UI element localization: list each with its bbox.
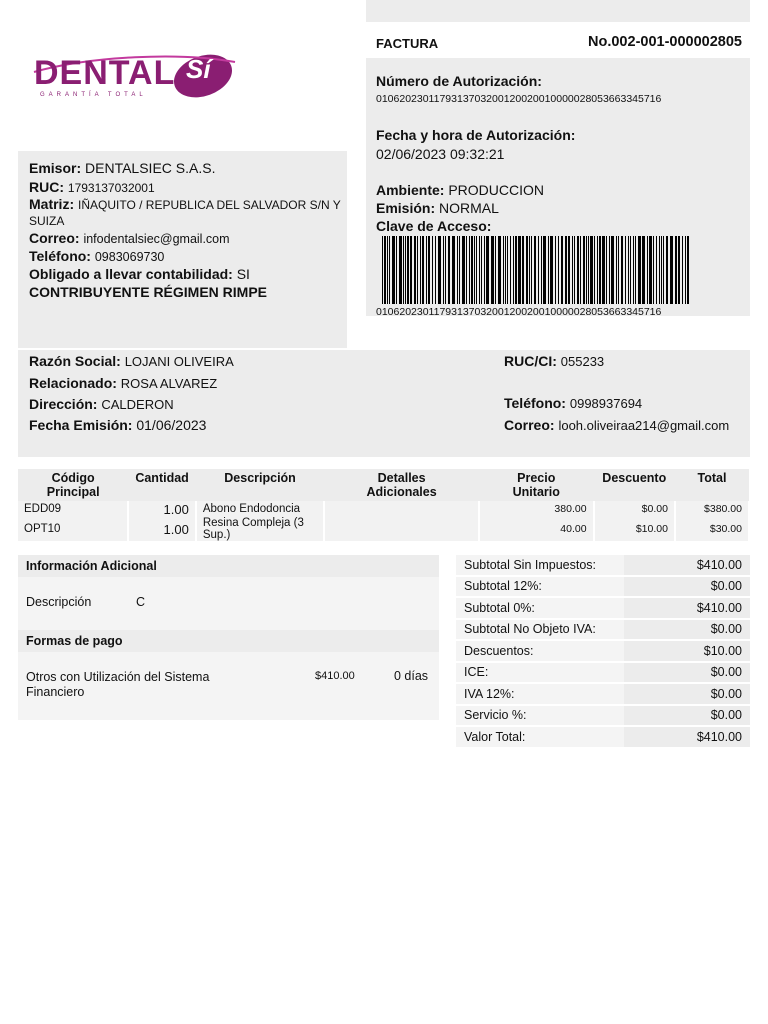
- barcode-bar: [426, 236, 427, 304]
- matriz-value: IÑAQUITO / REPUBLICA DEL SALVADOR S/N Y SUIZA: [29, 198, 341, 228]
- row-qty: 1.00: [128, 501, 196, 517]
- logo-tagline: GARANTÍA TOTAL: [40, 92, 147, 98]
- barcode-bar: [661, 236, 662, 304]
- emission-label: Emisión:: [376, 200, 436, 216]
- client-ruc-value: 055233: [560, 354, 605, 369]
- row-discount: $10.00: [594, 517, 675, 541]
- barcode-bar: [675, 236, 677, 304]
- barcode-bar: [561, 236, 563, 304]
- barcode-bar: [518, 236, 521, 304]
- barcode-bar: [649, 236, 652, 304]
- client-ruc: [504, 353, 604, 369]
- barcode-bar: [476, 236, 477, 304]
- barcode-bar: [399, 236, 402, 304]
- barcode-bar: [609, 236, 610, 304]
- barcode-bar: [642, 236, 645, 304]
- barcode-bar: [647, 236, 648, 304]
- totals-label: IVA 12%:: [456, 683, 624, 705]
- issuer-email-value: infodentalsiec@gmail.com: [83, 232, 230, 246]
- totals-label: Subtotal No Objeto IVA:: [456, 619, 624, 641]
- issue-date: [29, 417, 206, 433]
- barcode-bar: [597, 236, 598, 304]
- totals-table: [456, 555, 750, 749]
- barcode-bar: [606, 236, 607, 304]
- table-row: [18, 501, 749, 517]
- client-email-label: Correo:: [504, 417, 555, 433]
- barcode-bar: [577, 236, 579, 304]
- barcode-bar: [618, 236, 619, 304]
- logo-mark: Sí: [186, 54, 211, 84]
- invoice-number: No.002-001-000002805: [588, 34, 742, 50]
- barcode-bar: [443, 236, 444, 304]
- barcode-bar: [526, 236, 528, 304]
- emisor-label: Emisor:: [29, 160, 82, 176]
- barcode-bar: [611, 236, 614, 304]
- barcode-bar: [422, 236, 424, 304]
- table-row: [18, 517, 749, 541]
- col-qty: Cantidad: [135, 471, 189, 485]
- barcode-bar: [685, 236, 686, 304]
- matriz: [29, 197, 341, 229]
- barcode-bar: [471, 236, 473, 304]
- col-total: Total: [697, 471, 727, 485]
- additional-info-title: Información Adicional: [18, 555, 439, 577]
- barcode-bar: [568, 236, 570, 304]
- barcode-bar: [656, 236, 657, 304]
- barcode-bar: [531, 236, 532, 304]
- barcode-bar: [572, 236, 573, 304]
- barcode-bar: [586, 236, 587, 304]
- client-address: [29, 396, 174, 412]
- totals-row: [456, 705, 750, 727]
- barcode-bar: [448, 236, 450, 304]
- barcode-bar: [403, 236, 404, 304]
- totals-label: Descuentos:: [456, 640, 624, 662]
- totals-value: $0.00: [624, 683, 750, 705]
- barcode-bar: [602, 236, 605, 304]
- accounting-value: SI: [236, 266, 250, 282]
- client-phone: [504, 395, 642, 411]
- payment-amount: $410.00: [315, 670, 355, 682]
- row-details: [324, 501, 479, 517]
- barcode-bar: [653, 236, 654, 304]
- client-related-label: Relacionado:: [29, 375, 117, 391]
- client-phone-value: 0998937694: [569, 396, 643, 411]
- totals-row: [456, 576, 750, 598]
- row-code: EDD09: [18, 501, 128, 517]
- barcode-bar: [491, 236, 494, 304]
- issuer-ruc: [29, 179, 155, 195]
- barcode-bar: [565, 236, 567, 304]
- issuer-phone-value: 0983069730: [94, 250, 165, 264]
- description-value: C: [136, 595, 146, 609]
- totals-row: [456, 555, 750, 576]
- auth-datetime-label: Fecha y hora de Autorización:: [376, 127, 576, 143]
- barcode-bar: [635, 236, 636, 304]
- barcode-bar: [387, 236, 388, 304]
- totals-label: Servicio %:: [456, 705, 624, 727]
- barcode-bar: [484, 236, 485, 304]
- barcode-bar: [452, 236, 455, 304]
- logo-brand: DENTAL: [34, 54, 176, 92]
- totals-row: [456, 597, 750, 619]
- barcode-bar: [633, 236, 634, 304]
- issuer-ruc-label: RUC:: [29, 179, 64, 195]
- issuer-panel: [18, 151, 347, 348]
- totals-value: $0.00: [624, 662, 750, 684]
- barcode-bar: [481, 236, 482, 304]
- barcode-bar: [428, 236, 430, 304]
- client-phone-label: Teléfono:: [504, 395, 566, 411]
- client-panel: [18, 350, 750, 457]
- col-discount: Descuento: [602, 471, 667, 485]
- matriz-label: Matriz:: [29, 196, 75, 212]
- barcode-bar: [503, 236, 504, 304]
- barcode-bar: [495, 236, 496, 304]
- row-unit: 380.00: [479, 501, 594, 517]
- barcode-bar: [469, 236, 470, 304]
- issuer-ruc-value: 1793137032001: [67, 181, 155, 195]
- row-desc: Abono Endodoncia: [196, 501, 324, 517]
- barcode-bar: [515, 236, 517, 304]
- client-related-value: ROSA ALVAREZ: [120, 376, 218, 391]
- payment-term: 0 días: [394, 669, 429, 683]
- barcode-bar: [392, 236, 395, 304]
- totals-row: [456, 662, 750, 684]
- issue-date-label: Fecha Emisión:: [29, 417, 133, 433]
- totals-value: $0.00: [624, 619, 750, 641]
- environment: [376, 182, 544, 198]
- issuer-email: [29, 230, 230, 246]
- barcode-bar: [534, 236, 536, 304]
- auth-label: Número de Autorización:: [376, 73, 542, 89]
- client-related: [29, 375, 217, 391]
- access-key-number: 0106202301179313703200120020010000028053663345716: [376, 306, 662, 318]
- accounting-label: Obligado a llevar contabilidad:: [29, 266, 233, 282]
- barcode-bar: [670, 236, 673, 304]
- col-unit: Precio Unitario: [512, 471, 560, 499]
- barcode-bar: [486, 236, 489, 304]
- client-name-label: Razón Social:: [29, 353, 121, 369]
- auth-datetime: 02/06/2023 09:32:21: [376, 146, 505, 162]
- totals-label: Subtotal 12%:: [456, 576, 624, 598]
- barcode-bar: [663, 236, 664, 304]
- barcode-bar: [543, 236, 546, 304]
- issuer-phone-label: Teléfono:: [29, 248, 91, 264]
- client-ruc-label: RUC/CI:: [504, 353, 557, 369]
- totals-label: Valor Total:: [456, 726, 624, 748]
- barcode-bar: [462, 236, 465, 304]
- company-logo: [30, 48, 240, 108]
- barcode-bar: [590, 236, 593, 304]
- additional-info-panel: [18, 555, 439, 720]
- client-address-label: Dirección:: [29, 396, 98, 412]
- barcode-bar: [558, 236, 559, 304]
- barcode: [380, 236, 694, 304]
- totals-label: Subtotal Sin Impuestos:: [456, 555, 624, 576]
- invoice-type: FACTURA: [376, 36, 439, 51]
- col-details: Detalles Adicionales: [366, 471, 437, 499]
- emission-value: NORMAL: [439, 200, 499, 216]
- barcode-bar: [628, 236, 629, 304]
- barcode-bar: [457, 236, 458, 304]
- barcode-bar: [417, 236, 418, 304]
- row-code: OPT10: [18, 517, 128, 541]
- barcode-bar: [435, 236, 436, 304]
- col-desc: Descripción: [224, 471, 296, 485]
- totals-value: $410.00: [624, 726, 750, 748]
- barcode-bar: [414, 236, 416, 304]
- tax-regime: CONTRIBUYENTE RÉGIMEN RIMPE: [29, 284, 268, 300]
- barcode-bar: [513, 236, 514, 304]
- barcode-bar: [541, 236, 542, 304]
- emission: [376, 200, 499, 216]
- totals-value: $0.00: [624, 705, 750, 727]
- barcode-bar: [666, 236, 668, 304]
- row-total: $380.00: [675, 501, 749, 517]
- row-unit: 40.00: [479, 517, 594, 541]
- barcode-bar: [459, 236, 460, 304]
- barcode-bar: [445, 236, 446, 304]
- barcode-bar: [384, 236, 386, 304]
- barcode-bar: [389, 236, 390, 304]
- client-name: [29, 353, 234, 369]
- barcode-bar: [498, 236, 501, 304]
- totals-value: $0.00: [624, 576, 750, 598]
- barcode-bar: [420, 236, 421, 304]
- barcode-bar: [507, 236, 508, 304]
- barcode-bar: [555, 236, 556, 304]
- client-address-value: CALDERON: [101, 397, 174, 412]
- totals-row: [456, 619, 750, 641]
- items-table: [18, 469, 750, 541]
- payment-method: Otros con Utilización del Sistema Financiero: [26, 670, 210, 699]
- barcode-bar: [505, 236, 506, 304]
- barcode-bar: [594, 236, 595, 304]
- barcode-bar: [407, 236, 409, 304]
- client-email: [504, 417, 729, 433]
- barcode-bar: [538, 236, 539, 304]
- invoice-top-bar: [366, 0, 750, 22]
- row-desc: Resina Compleja (3 Sup.): [196, 517, 324, 541]
- totals-value: $410.00: [624, 555, 750, 576]
- payment-methods-title: Formas de pago: [18, 630, 439, 652]
- barcode-bar: [682, 236, 683, 304]
- row-details: [324, 517, 479, 541]
- barcode-bar: [432, 236, 433, 304]
- barcode-bar: [410, 236, 412, 304]
- totals-row: [456, 726, 750, 748]
- barcode-bar: [438, 236, 441, 304]
- barcode-bar: [588, 236, 589, 304]
- barcode-bar: [529, 236, 530, 304]
- barcode-bar: [621, 236, 623, 304]
- issuer-phone: [29, 248, 164, 264]
- environment-value: PRODUCCION: [448, 182, 545, 198]
- client-name-value: LOJANI OLIVEIRA: [124, 354, 234, 369]
- col-code: Código Principal: [46, 471, 100, 499]
- barcode-bar: [580, 236, 581, 304]
- emisor: [29, 160, 215, 176]
- barcode-bar: [548, 236, 549, 304]
- barcode-bar: [630, 236, 631, 304]
- description-label: Descripción: [26, 595, 92, 609]
- row-total: $30.00: [675, 517, 749, 541]
- row-discount: $0.00: [594, 501, 675, 517]
- barcode-bar: [522, 236, 524, 304]
- totals-label: ICE:: [456, 662, 624, 684]
- row-qty: 1.00: [128, 517, 196, 541]
- barcode-bar: [599, 236, 601, 304]
- barcode-bar: [466, 236, 467, 304]
- totals-value: $10.00: [624, 640, 750, 662]
- barcode-bar: [479, 236, 480, 304]
- authorization-panel: [366, 58, 750, 316]
- client-email-value: looh.oliveiraa214@gmail.com: [558, 418, 730, 433]
- totals-row: [456, 640, 750, 662]
- barcode-bar: [510, 236, 511, 304]
- emisor-value: DENTALSIEC S.A.S.: [85, 160, 216, 176]
- barcode-bar: [659, 236, 660, 304]
- access-key-label: Clave de Acceso:: [376, 218, 492, 234]
- items-header-row: [18, 469, 749, 501]
- barcode-bar: [574, 236, 575, 304]
- barcode-bar: [583, 236, 585, 304]
- barcode-bar: [625, 236, 626, 304]
- totals-value: $410.00: [624, 597, 750, 619]
- barcode-bar: [382, 236, 383, 304]
- totals-row: [456, 683, 750, 705]
- barcode-bar: [396, 236, 397, 304]
- issuer-email-label: Correo:: [29, 230, 80, 246]
- environment-label: Ambiente:: [376, 182, 445, 198]
- barcode-bar: [550, 236, 553, 304]
- barcode-bar: [678, 236, 680, 304]
- totals-label: Subtotal 0%:: [456, 597, 624, 619]
- barcode-bar: [474, 236, 475, 304]
- barcode-bar: [638, 236, 641, 304]
- barcode-bar: [687, 236, 689, 304]
- auth-number: 0106202301179313703200120020010000028053663345716: [376, 93, 662, 105]
- issue-date-value: 01/06/2023: [136, 417, 207, 433]
- barcode-bar: [405, 236, 406, 304]
- accounting-obligation: [29, 266, 250, 282]
- barcode-bar: [616, 236, 617, 304]
